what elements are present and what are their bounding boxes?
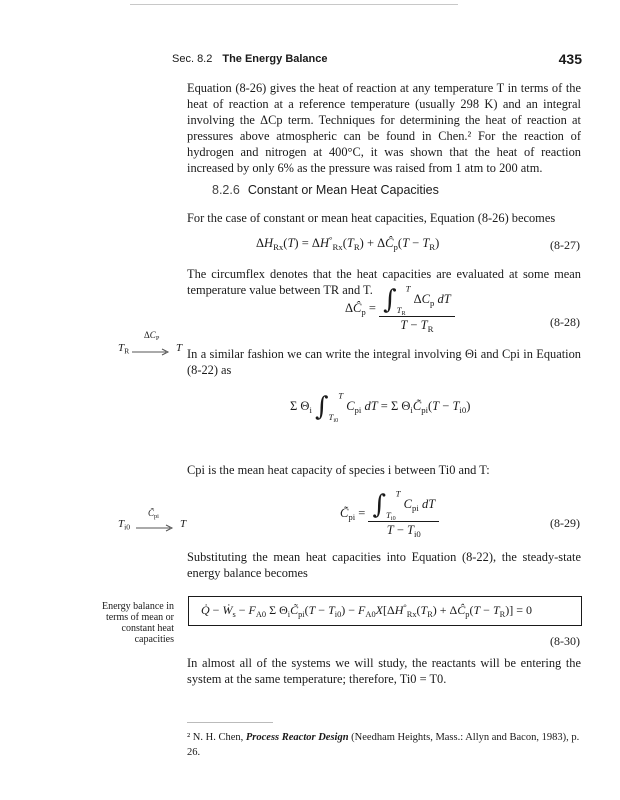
footnote-author: N. H. Chen, xyxy=(192,732,244,743)
margin-note-energy-balance xyxy=(80,601,174,645)
page-number: 435 xyxy=(558,51,582,67)
margin-note-line: Energy balance in xyxy=(101,601,174,612)
section-number: 8.2.6 xyxy=(212,183,240,197)
arrow-icon xyxy=(132,348,172,356)
margin-note-line: terms of mean or xyxy=(105,612,174,623)
footnote-marker: ² xyxy=(187,732,191,743)
running-head xyxy=(172,53,328,65)
equation-number-8-28: (8-28) xyxy=(550,315,580,329)
equation-number-8-27: (8-27) xyxy=(550,238,580,252)
paragraph-6: Substituting the mean heat capacities into Equation (8-22), the steady-state energy balance becomes xyxy=(187,550,581,580)
equation-integral-theta: Σ $\Theta_i$ $\int_{T_{i0}}^T$ $C_{pi}$ dT = Σ $\Theta_iC̃_{pi}(T - T_{i0})$ xyxy=(290,390,471,425)
footnote-rule xyxy=(187,722,273,723)
arrow-icon xyxy=(136,524,176,532)
paragraph-7: In almost all of the systems we will study, the reactants will be entering the system at the same temperature; therefore, Ti0 = T0. xyxy=(187,656,581,686)
equation-8-29: $C̃_{pi}$ = $\frac{\int_{T_{i0}}^T C_{pi} dT}{T - T_{i0}}$ xyxy=(340,490,439,538)
equation-8-30: Q̇ − Ẇ$_s$ − $F_{A0}$ Σ $\Theta_iC̃_{pi}(T - T_{i0}) - F_{A0}X[\Delta H^\circ_{Rx}(T_R)$ + $\Delta Ĉ_p(T - T_R)] = 0$ xyxy=(201,602,532,619)
paragraph-5: Cpi is the mean heat capacity of species i between Ti0 and T: xyxy=(187,463,490,477)
boxed-equation-8-30 xyxy=(188,596,582,626)
equation-number-8-29: (8-29) xyxy=(550,516,580,530)
section-title-running: The Energy Balance xyxy=(222,53,328,65)
margin-note-line: capacities xyxy=(134,634,174,645)
paragraph-3: The circumflex denotes that the heat capacities are evaluated at some mean temperature value between TR and T. xyxy=(187,267,581,297)
footnote-publisher: (Needham Heights, Mass.: Allyn and Bacon, 1983), p. 26. xyxy=(187,732,580,758)
margin-arrow-ti0-t: $C̃_{pi}$ $T_{i0}$ T xyxy=(118,508,187,532)
footnote xyxy=(187,730,581,760)
section-title: Constant or Mean Heat Capacities xyxy=(247,183,439,197)
margin-arrow-tr-t: $\Delta C_P$ $T_R$ T xyxy=(118,330,183,356)
footnote-title: Process Reactor Design xyxy=(245,732,349,743)
equation-8-28: $\Delta Ĉ_p$ = $\frac{\int_{T_R}^T \Delta C_p dT}{T - T_R}$ xyxy=(345,285,455,333)
equation-number-8-30: (8-30) xyxy=(550,634,580,648)
paragraph-4: In a similar fashion we can write the integral involving Θi and Cpi in Equation (8-22) as xyxy=(187,347,581,377)
paragraph-2: For the case of constant or mean heat capacities, Equation (8-26) becomes xyxy=(187,211,556,225)
margin-note-line: constant heat xyxy=(121,623,174,634)
top-rule xyxy=(130,4,458,5)
page-header xyxy=(172,53,582,69)
section-heading xyxy=(212,183,439,197)
section-label: Sec. 8.2 xyxy=(172,53,213,65)
paragraph-1: Equation (8-26) gives the heat of reaction at any temperature T in terms of the heat of reaction at a reference temperature (usually 298 K) and an integral involving the ΔCp term. Techniques for determining the heat of reaction at pressures above atmospheric can be found in Chen.² For the reaction of hydrogen and nitrogen at 400°C, it was shown that the heat of reaction increased by only 6% as the pressure was raised from 1 atm to 200 atm. xyxy=(187,81,581,175)
equation-8-27: $\Delta H_{Rx}(T) = \Delta H^\circ_{Rx}(T_R)$ + $\Delta Ĉ_p(T - T_R)$ xyxy=(256,234,440,253)
